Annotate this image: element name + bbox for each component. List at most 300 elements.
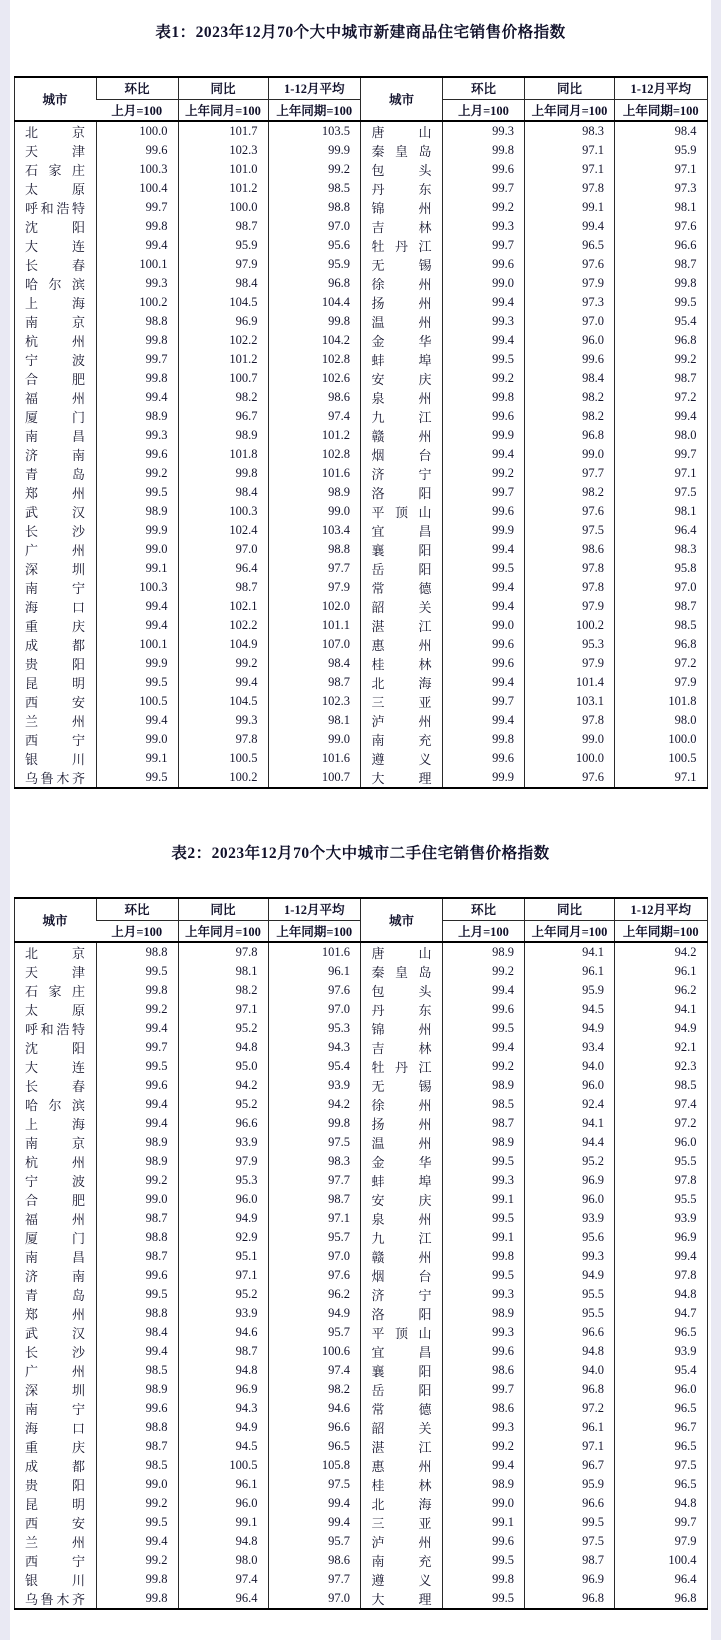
index-value-cell: 102.1 (178, 597, 268, 616)
index-value-cell: 99.8 (615, 274, 708, 293)
city-name: 青岛 (25, 467, 85, 482)
city-name: 上海 (25, 1117, 85, 1132)
city-cell (14, 426, 96, 445)
index-value-cell: 101.6 (268, 749, 361, 768)
city-cell (14, 1361, 96, 1380)
city-cell (14, 768, 96, 788)
index-value-cell: 96.9 (615, 1228, 708, 1247)
city-name: 遵义 (371, 1573, 432, 1588)
city-name: 吉林 (371, 220, 432, 235)
index-value-cell: 94.2 (615, 942, 708, 962)
city-name: 金华 (371, 1155, 432, 1170)
index-value-cell: 98.8 (96, 942, 178, 962)
city-name: 常德 (371, 1402, 432, 1417)
index-value-cell: 96.2 (615, 981, 708, 1000)
index-value-cell: 97.2 (615, 1114, 708, 1133)
table-row (14, 1000, 707, 1019)
index-value-cell: 101.1 (268, 616, 361, 635)
city-name: 无锡 (371, 258, 432, 273)
city-cell (14, 654, 96, 673)
index-value-cell: 99.3 (443, 1171, 525, 1190)
city-cell (361, 255, 443, 274)
index-value-cell: 99.4 (96, 597, 178, 616)
table-row (14, 1399, 707, 1418)
city-name: 三亚 (371, 1516, 432, 1531)
index-value-cell: 98.9 (443, 942, 525, 962)
index-value-cell: 99.0 (96, 1190, 178, 1209)
index-value-cell: 99.0 (96, 1475, 178, 1494)
index-value-cell: 99.4 (525, 217, 615, 236)
index-value-cell: 97.4 (268, 407, 361, 426)
city-name: 乌鲁木齐 (25, 771, 85, 786)
index-value-cell: 98.6 (268, 1551, 361, 1570)
city-name: 韶关 (371, 600, 432, 615)
index-value-cell: 96.4 (178, 559, 268, 578)
index-value-cell: 97.5 (615, 1456, 708, 1475)
index-value-cell: 99.3 (443, 1418, 525, 1437)
city-cell (361, 121, 443, 141)
index-value-cell: 101.2 (268, 426, 361, 445)
index-value-cell: 97.0 (268, 1589, 361, 1609)
city-cell (361, 1323, 443, 1342)
column-subheader-mom: 上月=100 (96, 920, 178, 942)
index-value-cell: 99.7 (96, 198, 178, 217)
index-value-cell: 100.3 (96, 578, 178, 597)
index-value-cell: 99.1 (96, 749, 178, 768)
index-value-cell: 99.1 (178, 1513, 268, 1532)
index-value-cell: 99.6 (443, 1532, 525, 1551)
index-value-cell: 96.8 (615, 635, 708, 654)
city-name: 惠州 (371, 638, 432, 653)
index-value-cell: 97.5 (268, 1475, 361, 1494)
city-cell (361, 1114, 443, 1133)
table-row (14, 1532, 707, 1551)
index-value-cell: 98.9 (178, 426, 268, 445)
city-cell (14, 236, 96, 255)
index-value-cell: 99.5 (443, 1551, 525, 1570)
index-value-cell: 99.3 (178, 711, 268, 730)
city-cell (14, 981, 96, 1000)
city-cell (361, 616, 443, 635)
city-cell (14, 1038, 96, 1057)
index-value-cell: 99.4 (96, 388, 178, 407)
index-value-cell: 94.8 (178, 1361, 268, 1380)
city-name: 兰州 (25, 714, 85, 729)
index-value-cell: 92.9 (178, 1228, 268, 1247)
city-name: 无锡 (371, 1079, 432, 1094)
index-value-cell: 94.8 (525, 1342, 615, 1361)
index-value-cell: 99.2 (96, 1000, 178, 1019)
table-row (14, 350, 707, 369)
index-value-cell: 99.2 (615, 350, 708, 369)
city-name: 厦门 (25, 410, 85, 425)
index-value-cell: 99.2 (443, 369, 525, 388)
index-value-cell: 99.6 (96, 1266, 178, 1285)
index-value-cell: 97.8 (178, 730, 268, 749)
index-value-cell: 95.4 (615, 1361, 708, 1380)
city-cell (361, 407, 443, 426)
index-value-cell: 100.2 (525, 616, 615, 635)
index-value-cell: 99.8 (96, 1570, 178, 1589)
index-value-cell: 95.2 (178, 1019, 268, 1038)
table-row (14, 521, 707, 540)
index-value-cell: 97.6 (525, 768, 615, 788)
index-value-cell: 96.5 (615, 1437, 708, 1456)
city-name: 沈阳 (25, 1041, 85, 1056)
index-value-cell: 99.4 (96, 236, 178, 255)
table-row (14, 407, 707, 426)
index-value-cell: 97.0 (268, 217, 361, 236)
city-name: 广州 (25, 1364, 85, 1379)
city-name: 呼和浩特 (25, 1022, 85, 1037)
table-row (14, 1380, 707, 1399)
city-cell (361, 350, 443, 369)
column-subheader-mom: 上月=100 (443, 920, 525, 942)
table-row (14, 331, 707, 350)
city-cell (14, 141, 96, 160)
city-name: 长春 (25, 1079, 85, 1094)
index-value-cell: 98.5 (96, 1456, 178, 1475)
index-value-cell: 100.2 (178, 768, 268, 788)
index-value-cell: 95.3 (268, 1019, 361, 1038)
index-value-cell: 95.9 (525, 1475, 615, 1494)
table-row (14, 1285, 707, 1304)
index-value-cell: 99.4 (178, 673, 268, 692)
index-value-cell: 99.5 (443, 559, 525, 578)
city-cell (14, 962, 96, 981)
city-name: 包头 (371, 163, 432, 178)
city-cell (14, 121, 96, 141)
index-value-cell: 99.4 (443, 540, 525, 559)
index-value-cell: 99.7 (443, 692, 525, 711)
index-value-cell: 99.7 (96, 350, 178, 369)
column-header-mom: 环比 (96, 898, 178, 920)
index-value-cell: 96.1 (178, 1475, 268, 1494)
city-name: 银川 (25, 752, 85, 767)
index-value-cell: 99.5 (96, 673, 178, 692)
table-row (14, 1570, 707, 1589)
index-value-cell: 102.3 (268, 692, 361, 711)
column-subheader-mom: 上月=100 (96, 99, 178, 121)
index-value-cell: 99.6 (443, 1342, 525, 1361)
city-cell (14, 369, 96, 388)
city-name: 上海 (25, 296, 85, 311)
city-name: 哈尔滨 (25, 277, 85, 292)
index-value-cell: 100.7 (268, 768, 361, 788)
city-name: 石家庄 (25, 984, 85, 999)
index-value-cell: 99.7 (443, 179, 525, 198)
city-cell (14, 1095, 96, 1114)
index-value-cell: 99.9 (96, 654, 178, 673)
index-value-cell: 96.8 (615, 331, 708, 350)
city-cell (14, 1000, 96, 1019)
index-value-cell: 98.6 (525, 540, 615, 559)
index-value-cell: 100.5 (96, 692, 178, 711)
city-cell (361, 1437, 443, 1456)
city-name: 牡丹江 (371, 1060, 432, 1075)
index-value-cell: 99.4 (615, 1247, 708, 1266)
city-cell (14, 597, 96, 616)
city-cell (361, 1513, 443, 1532)
index-value-cell: 97.1 (525, 160, 615, 179)
table-row (14, 160, 707, 179)
table-row (14, 1095, 707, 1114)
city-name: 天津 (25, 965, 85, 980)
city-name: 南京 (25, 315, 85, 330)
table-row (14, 673, 707, 692)
index-value-cell: 97.7 (268, 1171, 361, 1190)
city-cell (361, 1551, 443, 1570)
city-cell (361, 1532, 443, 1551)
city-cell (361, 1095, 443, 1114)
city-cell (361, 274, 443, 293)
index-value-cell: 98.4 (178, 483, 268, 502)
column-header-city: 城市 (361, 77, 443, 121)
city-cell (14, 217, 96, 236)
index-value-cell: 99.4 (268, 1513, 361, 1532)
index-value-cell: 99.4 (615, 407, 708, 426)
index-value-cell: 97.0 (525, 312, 615, 331)
index-value-cell: 100.3 (178, 502, 268, 521)
city-cell (14, 198, 96, 217)
table-row (14, 1133, 707, 1152)
city-cell (361, 1057, 443, 1076)
index-value-cell: 98.9 (96, 407, 178, 426)
city-name: 杭州 (25, 334, 85, 349)
city-cell (361, 654, 443, 673)
city-name: 宜昌 (371, 524, 432, 539)
index-value-cell: 98.9 (443, 1133, 525, 1152)
index-value-cell: 99.5 (96, 768, 178, 788)
index-value-cell: 99.4 (443, 445, 525, 464)
city-name: 南昌 (25, 429, 85, 444)
city-name: 蚌埠 (371, 1174, 432, 1189)
city-name: 青岛 (25, 1288, 85, 1303)
index-value-cell: 99.7 (443, 236, 525, 255)
index-value-cell: 97.2 (525, 1399, 615, 1418)
index-value-cell: 99.3 (96, 426, 178, 445)
index-value-cell: 94.9 (615, 1019, 708, 1038)
index-value-cell: 98.9 (268, 483, 361, 502)
index-value-cell: 101.4 (525, 673, 615, 692)
index-value-cell: 99.4 (96, 1114, 178, 1133)
city-cell (361, 559, 443, 578)
index-value-cell: 99.5 (443, 1209, 525, 1228)
index-value-cell: 100.1 (96, 635, 178, 654)
table-row (14, 942, 707, 962)
index-value-cell: 95.2 (525, 1152, 615, 1171)
index-value-cell: 97.6 (268, 981, 361, 1000)
index-value-cell: 99.6 (443, 1000, 525, 1019)
city-name: 重庆 (25, 1440, 85, 1455)
city-name: 成都 (25, 638, 85, 653)
index-value-cell: 100.0 (178, 198, 268, 217)
index-value-cell: 99.3 (525, 1247, 615, 1266)
index-value-cell: 96.1 (615, 962, 708, 981)
index-value-cell: 99.2 (96, 1494, 178, 1513)
city-cell (361, 1475, 443, 1494)
index-value-cell: 96.8 (268, 274, 361, 293)
city-cell (361, 236, 443, 255)
index-value-cell: 99.8 (443, 141, 525, 160)
index-value-cell: 97.4 (178, 1570, 268, 1589)
index-value-cell: 94.4 (525, 1133, 615, 1152)
index-value-cell: 99.8 (268, 312, 361, 331)
city-cell (14, 942, 96, 962)
city-cell (14, 312, 96, 331)
column-subheader-avg: 上年同期=100 (615, 99, 708, 121)
city-cell (361, 521, 443, 540)
index-value-cell: 99.8 (96, 369, 178, 388)
table-row (14, 1551, 707, 1570)
table-row (14, 464, 707, 483)
city-cell (361, 1209, 443, 1228)
index-value-cell: 98.7 (178, 578, 268, 597)
index-value-cell: 92.3 (615, 1057, 708, 1076)
city-name: 三亚 (371, 695, 432, 710)
city-cell (14, 1171, 96, 1190)
city-cell (361, 1190, 443, 1209)
index-value-cell: 96.9 (525, 1171, 615, 1190)
index-value-cell: 98.4 (268, 654, 361, 673)
index-value-cell: 94.2 (178, 1076, 268, 1095)
city-cell (361, 1570, 443, 1589)
index-value-cell: 98.9 (96, 1380, 178, 1399)
table2-header (14, 898, 707, 942)
city-name: 湛江 (371, 1440, 432, 1455)
table-row (14, 578, 707, 597)
index-value-cell: 98.5 (443, 1095, 525, 1114)
city-name: 岳阳 (371, 562, 432, 577)
city-cell (14, 388, 96, 407)
city-cell (361, 768, 443, 788)
index-value-cell: 93.9 (178, 1304, 268, 1323)
city-name: 西宁 (25, 1554, 85, 1569)
city-cell (361, 981, 443, 1000)
city-cell (361, 1456, 443, 1475)
index-value-cell: 99.2 (96, 464, 178, 483)
table-row (14, 1361, 707, 1380)
city-name: 牡丹江 (371, 239, 432, 254)
city-cell (361, 502, 443, 521)
index-value-cell: 98.4 (615, 121, 708, 141)
index-value-cell: 99.5 (443, 1019, 525, 1038)
city-name: 合肥 (25, 372, 85, 387)
index-value-cell: 95.5 (525, 1285, 615, 1304)
index-value-cell: 97.8 (178, 942, 268, 962)
city-cell (14, 1228, 96, 1247)
index-value-cell: 99.6 (525, 350, 615, 369)
index-value-cell: 107.0 (268, 635, 361, 654)
index-value-cell: 93.4 (525, 1038, 615, 1057)
table-row (14, 198, 707, 217)
index-value-cell: 96.7 (178, 407, 268, 426)
city-name: 宜昌 (371, 1345, 432, 1360)
index-value-cell: 99.0 (268, 730, 361, 749)
table-row (14, 711, 707, 730)
city-cell (14, 1418, 96, 1437)
index-value-cell: 98.5 (96, 1361, 178, 1380)
index-value-cell: 96.5 (615, 1399, 708, 1418)
column-subheader-yoy: 上年同月=100 (178, 99, 268, 121)
index-value-cell: 99.6 (443, 255, 525, 274)
city-cell (14, 749, 96, 768)
index-value-cell: 98.7 (96, 1437, 178, 1456)
table-row (14, 1152, 707, 1171)
city-cell (361, 635, 443, 654)
index-value-cell: 99.0 (268, 502, 361, 521)
index-value-cell: 99.4 (443, 981, 525, 1000)
index-value-cell: 105.8 (268, 1456, 361, 1475)
index-value-cell: 99.8 (178, 464, 268, 483)
index-value-cell: 102.2 (178, 331, 268, 350)
city-cell (14, 483, 96, 502)
city-name: 赣州 (371, 429, 432, 444)
index-value-cell: 104.5 (178, 293, 268, 312)
table-row (14, 768, 707, 788)
index-value-cell: 98.8 (268, 540, 361, 559)
index-value-cell: 97.1 (268, 1209, 361, 1228)
table-row (14, 1076, 707, 1095)
index-value-cell: 98.1 (178, 962, 268, 981)
city-cell (14, 502, 96, 521)
city-cell (14, 1057, 96, 1076)
table-row (14, 388, 707, 407)
index-value-cell: 98.8 (96, 1304, 178, 1323)
city-name: 长春 (25, 258, 85, 273)
table-row (14, 293, 707, 312)
index-value-cell: 94.8 (615, 1285, 708, 1304)
city-name: 烟台 (371, 1269, 432, 1284)
table-row (14, 1114, 707, 1133)
table2-body (14, 942, 707, 1609)
index-value-cell: 98.7 (268, 1190, 361, 1209)
city-name: 乌鲁木齐 (25, 1592, 85, 1607)
city-name: 徐州 (371, 1098, 432, 1113)
table-row (14, 1475, 707, 1494)
city-name: 泉州 (371, 1212, 432, 1227)
city-name: 银川 (25, 1573, 85, 1588)
city-cell (14, 1323, 96, 1342)
index-value-cell: 98.2 (525, 483, 615, 502)
city-cell (361, 540, 443, 559)
city-name: 湛江 (371, 619, 432, 634)
city-name: 蚌埠 (371, 353, 432, 368)
index-value-cell: 97.1 (178, 1266, 268, 1285)
city-name: 贵阳 (25, 657, 85, 672)
index-value-cell: 98.2 (268, 1380, 361, 1399)
index-value-cell: 94.0 (525, 1057, 615, 1076)
index-value-cell: 94.1 (525, 1114, 615, 1133)
index-value-cell: 99.2 (443, 1057, 525, 1076)
city-name: 武汉 (25, 1326, 85, 1341)
index-value-cell: 96.4 (615, 521, 708, 540)
city-name: 西安 (25, 695, 85, 710)
city-cell (14, 673, 96, 692)
index-value-cell: 98.2 (525, 388, 615, 407)
column-subheader-yoy: 上年同月=100 (525, 99, 615, 121)
city-cell (361, 1000, 443, 1019)
table-row (14, 121, 707, 141)
index-value-cell: 99.4 (96, 711, 178, 730)
city-cell (361, 1399, 443, 1418)
city-cell (14, 445, 96, 464)
index-value-cell: 102.6 (268, 369, 361, 388)
city-name: 深圳 (25, 562, 85, 577)
city-cell (14, 1513, 96, 1532)
city-cell (361, 217, 443, 236)
index-value-cell: 92.1 (615, 1038, 708, 1057)
